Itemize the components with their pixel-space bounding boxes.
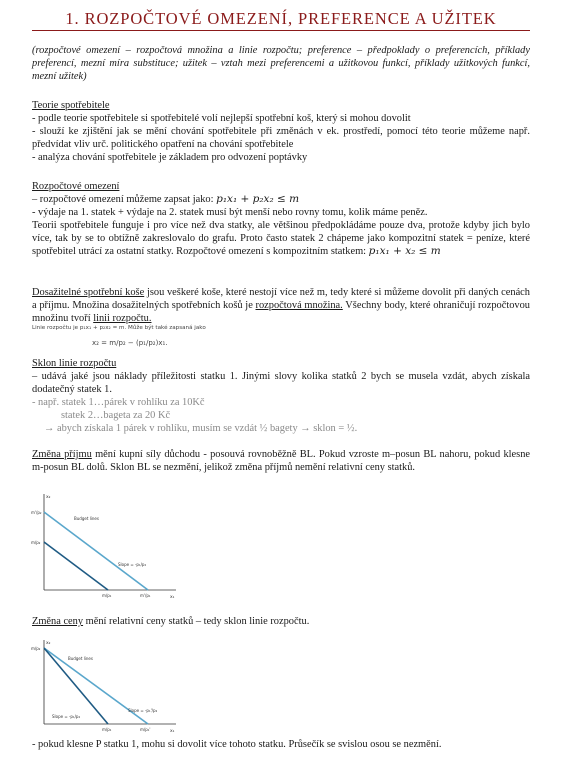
text: mění kupní síly důchodu - posouvá rovnoběžně BL. Pokud vzroste m–posun BL nahoru, pokud klesne m-posun BL dolů. Sklon BL se nezmění, jelikož změna příjmů nemění relativní ceny statků. [32,449,531,474]
list-item: - slouží ke zjištění jak se mění chování spotřebitele při změnách v ek. prostředí, pomocí této teorie můžeme např. předvídat vliv urč. politického opatření na chování spotřebitele [32,126,530,151]
axis-label-x: x₁ [170,729,175,734]
term: Změna příjmu [32,449,92,460]
formula: p₁x₁ + p₂x₂ ≤ m [216,193,300,206]
text: - výdaje na 1. statek + výdaje na 2. statek musí být menší nebo rovny tomu, kolik máme peněz. [32,207,428,219]
section-heading: Rozpočtové omezení [32,181,120,192]
intro-text: (rozpočtové omezení – rozpočtová množina a linie rozpočtu; preference – předpoklady o preferencích, příklady preferencí, mezní míra substituce; užitek – vztah mezi preferencemi a užitkovou funkcí, příklady užitkových funkcí, mezní užitek) [32,45,530,83]
text: – rozpočtové omezení můžeme zapsat jako: [32,194,214,206]
slope-label: Slope = -p₁'/p₂ [128,708,158,713]
text: mění relativní ceny statků – tedy sklon linie rozpočtu. [83,616,310,627]
list-item: - analýza chování spotřebitele je základem pro odvození poptávky [32,152,308,164]
page-title: 1. ROZPOČTOVÉ OMEZENÍ, PREFERENCE A UŽITEK [32,8,530,31]
budget-lines-label: Budget lines [68,656,93,661]
y-tick-label: m/p₂ [31,540,41,545]
term: linii rozpočtu. [93,313,152,325]
section-consumer-theory [32,99,530,164]
budget-lines-label: Budget lines [74,516,99,521]
budget-line-new [44,512,148,590]
y-tick-label: m/p₂ [31,646,41,651]
budget-line-intro [32,193,530,206]
term: rozpočtová množina. [255,300,343,312]
text: Teorii spotřebitele funguje i pro více než dva statky, ale většinou předpokládáme pouze dva, protože kdyby jich bylo více, tak by se to obtížně zakreslovalo do grafu. Proto často statek 2 chápeme jako kompozitní statek = peníze, které spotřebitel utrácí za ostatní statky. Rozpočtové omezení s kompozitním statkem: [32,220,530,258]
section-heading: Sklon linie rozpočtu [32,358,117,369]
section-income-change [32,448,530,474]
text: jsou veškeré koše, které nestojí více než m, tedy které si můžeme dovolit při daných cenách a příjmu. Množina dosažitelných spotřebních košů je [32,287,530,312]
paragraph [32,219,530,258]
example-line: → abych získala 1 párek v rohlíku, musím se vzdát ½ bagety → sklon = ½. [44,423,358,435]
income-change-chart [30,490,180,605]
small-note: Linie rozpočtu je p₁x₁ + p₂x₂ = m. Může být také zapsaná jako [32,325,206,331]
small-formula: x₂ = m/p₂ − (p₁/p₂)x₁. [92,339,168,347]
text: Všechny body, které ohraničují rozpočtovou množinu tvoří [32,300,530,325]
term: Změna ceny [32,616,84,627]
text: – udává jaké jsou náklady příležitosti statku 1. Jinými slovy kolika statků 2 bych se musela vzdát, abych získala dodatečný statek 1. [32,371,530,396]
x-tick-label: m'/p₁ [140,593,151,598]
section-budget-constraint [32,180,530,259]
list-item: - podle teorie spotřebitele si spotřebitelé volí nejlepší spotřební koš, který si mohou dovolit [32,113,411,125]
section-slope [32,357,530,436]
axis-label-y: x₂ [46,641,51,646]
section-affordable-bundles [32,286,530,325]
term: Dosažitelné spotřební koše [32,287,145,298]
section-price-change [32,615,530,628]
x-tick-label: m/p₁' [140,727,151,732]
section-heading: Teorie spotřebitele [32,100,110,111]
closing-note: - pokud klesne P statku 1, mohu si dovolit více tohoto statku. Průsečík se svislou osou se nezmění. [32,739,442,750]
example-line: - např. statek 1…párek v rohlíku za 10Kč [32,397,205,409]
example-line: statek 2…bageta za 20 Kč [61,410,171,422]
formula: p₁x₁ + x₂ ≤ m [368,245,441,258]
slope-label: Slope = -p₁/p₂ [118,562,147,567]
axis-label-y: x₂ [46,495,51,500]
axis-label-x: x₁ [170,595,175,600]
y-tick-label: m'/p₂ [31,510,42,515]
budget-line-original [44,542,108,590]
x-tick-label: m/p₁ [102,593,112,598]
x-tick-label: m/p₁ [102,727,112,732]
price-change-chart [30,636,180,736]
slope-label: Slope = -p₁/p₂ [52,714,81,719]
